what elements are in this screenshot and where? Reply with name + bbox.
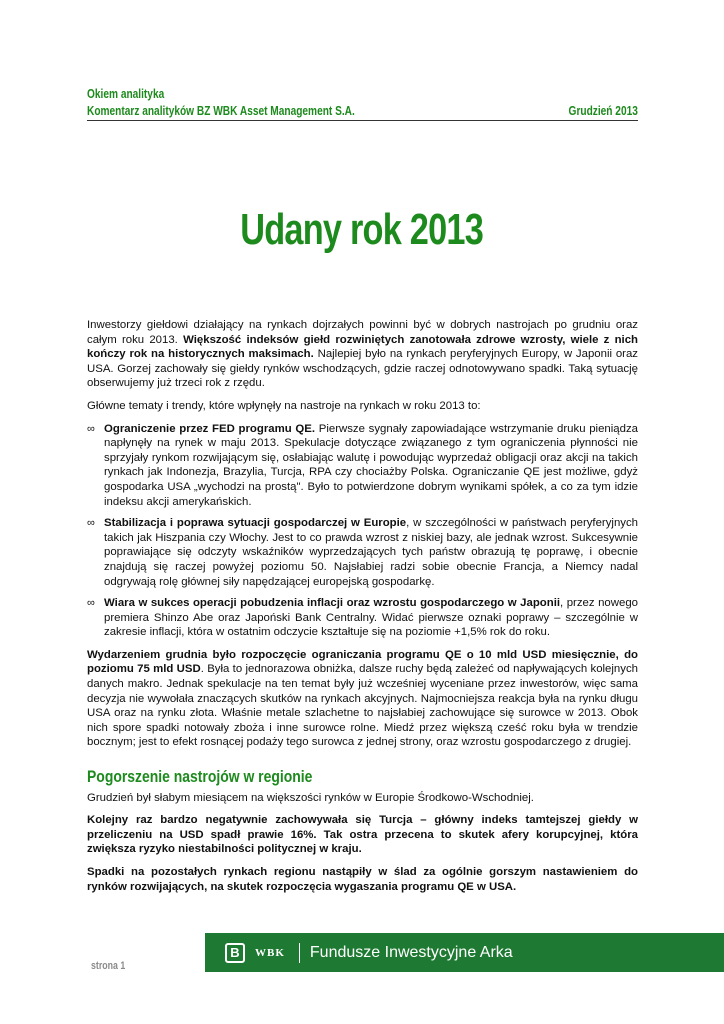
december-paragraph — [87, 648, 638, 750]
bullet-bold: Stabilizacja i poprawa sytuacji gospodarczej w Europie — [104, 517, 407, 530]
section-paragraph-3-bold: Spadki na pozostałych rynkach regionu nastąpiły w ślad za ogólnie gorszym nastawieniem do rynków rozwijających, na skutek rozpoczęcia wygaszania programu QE w USA. — [87, 866, 638, 893]
intro-text-1: Inwestorzy giełdowi działający na rynkach dojrzałych powinni być w dobrych nastrojach po grudniu oraz całym roku 2013. — [87, 319, 638, 346]
fund-name: Fundusze Inwestycyjne Arka — [309, 943, 513, 961]
bullet-bold: Wiara w sukces operacji pobudzenia inflacji oraz wzrostu gospodarczego w Japonii — [104, 597, 561, 610]
bullet-text: Pierwsze sygnały zapowiadające wstrzymanie druku pieniądza napłynęły na rynek w maju 2013. Spekulacje dotyczące związanego z tym ograniczenia płynności nie sprzyjały rynkom rozwijającym się, osłabiając walutę i powodując wyprzedaż obligacji oraz akcji na takich rynkach jak Indonezja, Brazylia, Turcja, RPA czy chociażby Polska. Ograniczanie QE jest możliwe, gdyż gospodarka USA „wychodzi na prostą". Było to potwierdzone dobrym wynikami spółek, a co za tym idzie indeksu akcji amerykańskich. — [104, 422, 638, 508]
document-body — [87, 318, 638, 902]
themes-intro: Główne tematy i trendy, które wpłynęły na nastroje na rynkach w roku 2013 to: — [87, 399, 481, 412]
section-heading — [87, 767, 638, 787]
section-paragraph-2 — [87, 813, 638, 857]
page-number: strona 1 — [91, 960, 126, 972]
list-item — [87, 596, 638, 640]
intro-text-2: Najlepiej było na rynkach peryferyjnych Europy, w Japonii oraz USA. Gorzej zachowały się giełdy rynków wschodzących, gdzie raczej odnotowywano spadki. Taką sytuację obserwujemy już trzeci rok z rzędu. — [87, 348, 638, 390]
header-date: Grudzień 2013 — [568, 103, 638, 118]
section-paragraph-2-bold: Kolejny raz bardzo negatywnie zachowywała się Turcja – główny indeks tamtejszej giełdy w przeliczeniu na USD spadł prawie 16%. Tak ostra przecena to skutek afery korupcyjnej, która zwiększa ryzyko niestabilności politycznej w kraju. — [87, 814, 638, 856]
list-item — [87, 422, 638, 510]
page-title-text: Udany rok 2013 — [240, 205, 484, 254]
section-heading-text: Pogorszenie nastrojów w regionie — [87, 767, 313, 787]
infinity-bullet-icon: ∞ — [87, 517, 95, 530]
infinity-bullet-icon: ∞ — [87, 422, 95, 435]
section-paragraph-3 — [87, 865, 638, 894]
themes-list — [87, 422, 638, 640]
header-subtitle: Komentarz analityków BZ WBK Asset Management S.A. — [87, 103, 355, 118]
wbk-logo-text: WBK — [255, 946, 285, 959]
header-row — [87, 103, 638, 121]
header-kicker: Okiem analityka — [87, 86, 165, 101]
infinity-bullet-icon: ∞ — [87, 597, 95, 610]
intro-paragraph — [87, 318, 638, 391]
page-title — [0, 205, 724, 255]
footer-divider — [299, 943, 300, 963]
bzwbk-logo-icon: B — [225, 943, 245, 963]
footer-banner — [205, 933, 724, 972]
bullet-bold: Ograniczenie przez FED programu QE. — [104, 422, 316, 435]
document-header — [87, 86, 638, 121]
section-paragraph-1: Grudzień był słabym miesiącem na większości rynków w Europie Środkowo-Wschodniej. — [87, 791, 534, 804]
intro-bold: Większość indeksów giełd rozwiniętych zanotowała zdrowe wzrosty, wiele z nich kończy rok na historycznych maksimach. — [87, 333, 638, 361]
december-text: . Była to jednorazowa obniżka, dalsze ruchy będą zależeć od napływających kolejnych danych makro. Jednak spekulacje na ten temat były już wcześniej wyceniane przez inwestorów, więc sama decyzja nie wywołała znaczących skutków na rynkach akcyjnych. Najmocniejsza reakcja była na rynku długu USA oraz na rynku złota. Właśnie metale szlachetne to najsłabiej zachowujące się surowce w 2013. Obok nich spore spadki notowały zboża i inne surowce rolne. Miedź przez większą cześć roku była w trendzie bocznym; jest to efekt rosnącej podaży tego surowca z jednej strony, oraz wzrostu gospodarczego z drugiej. — [87, 663, 638, 749]
bullet-text: , przez nowego premiera Shinzo Abe oraz Japoński Bank Centralny. Widać pierwsze oznaki poprawy – szczególnie w zakresie inflacji, która w ostatnim odczycie kształtuje się na poziomie +1,5% rok do roku. — [104, 597, 638, 639]
december-bold: Wydarzeniem grudnia było rozpoczęcie ograniczania programu QE o 10 mld USD miesięcznie, do poziomu 75 mld USD — [87, 648, 638, 676]
list-item — [87, 516, 638, 589]
bullet-text: , w szczególności w państwach peryferyjnych takich jak Hiszpania czy Włochy. Jest to co prawda wzrost z niskiej bazy, ale jednak wzrost. Sukcesywnie poprawiające się odczyty wskaźników wyprzedzających tych państw obrazują tę poprawę, i obecnie znajdują się raczej powyżej poziomu 50. Najsłabiej radzi sobie obecnie Francja, a Niemcy nadal odgrywają rolę głównej siły napędzającej europejską gospodarkę. — [104, 517, 639, 588]
